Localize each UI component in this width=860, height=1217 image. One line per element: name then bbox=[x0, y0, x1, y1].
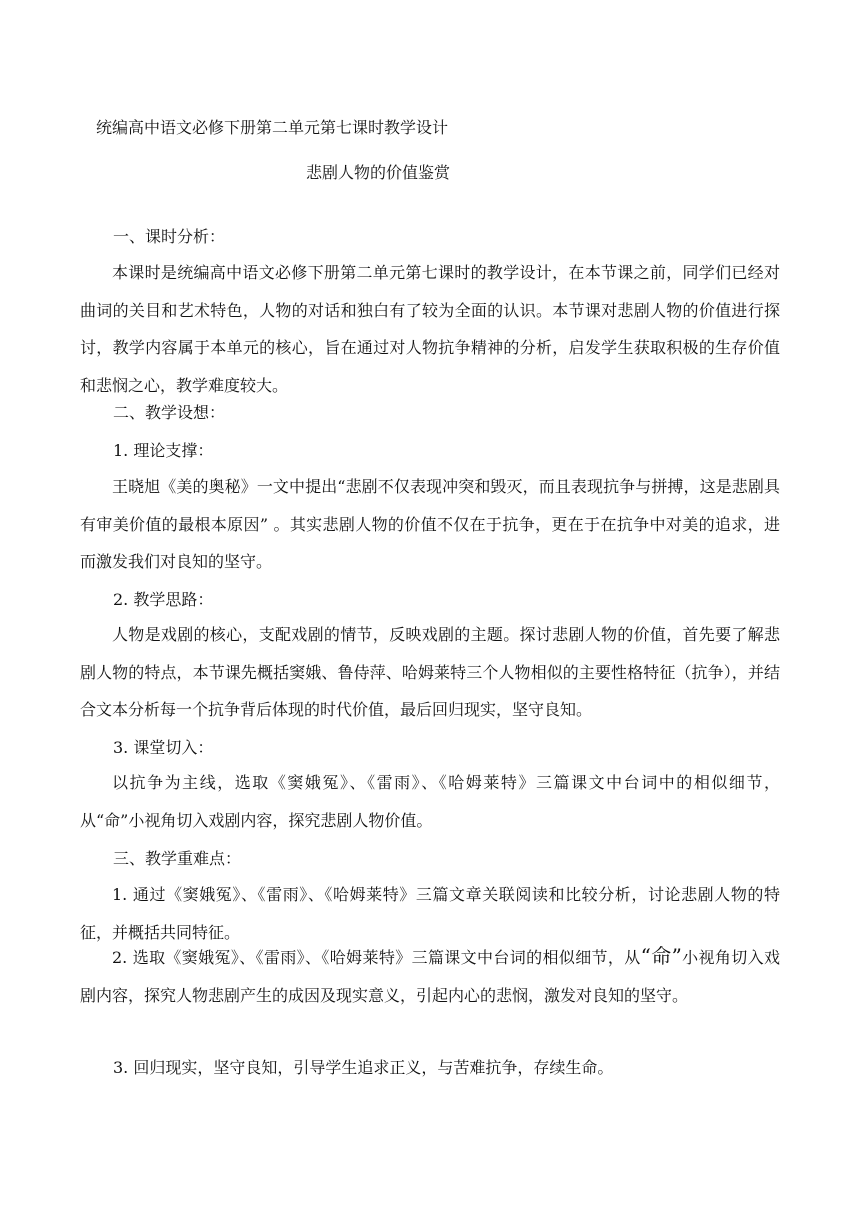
document-title: 统编高中语文必修下册第二单元第七课时教学设计 bbox=[96, 118, 449, 137]
section-2-heading: 二、教学设想： bbox=[113, 403, 226, 422]
section-3-item-1: 1. 通过《窦娥冤》、《雷雨》、《哈姆莱特》三篇文章关联阅读和比较分析，讨论悲剧人物的特征，并概括共同特征。 bbox=[80, 885, 780, 942]
section-2-2-heading: 2. 教学思路： bbox=[113, 590, 214, 609]
section-2-2-body: 人物是戏剧的核心，支配戏剧的情节，反映戏剧的主题。探讨悲剧人物的价值，首先要了解悲剧人物的特点，本节课先概括窦娥、鲁侍萍、哈姆莱特三个人物相似的主要性格特征（抗争），并结合文本分析每一个抗争背后体现的时代价值，最后回归现实，坚守良知。 bbox=[80, 625, 780, 719]
section-1-body: 本课时是统编高中语文必修下册第二单元第七课时的教学设计，在本节课之前，同学们已经对曲词的关目和艺术特色，人物的对话和独白有了较为全面的认识。本节课对悲剧人物的价值进行探讨，教学内容属于本单元的核心，旨在通过对人物抗争精神的分析，启发学生获取积极的生存价值和悲悯之心，教学难度较大。 bbox=[80, 263, 780, 395]
section-2-3-body: 以抗争为主线，选取《窦娥冤》、《雷雨》、《哈姆莱特》三篇课文中台词中的相似细节，从“命”小视角切入戏剧内容，探究悲剧人物价值。 bbox=[80, 773, 780, 830]
section-3-item-2-text-a: 2. 选取《窦娥冤》、《雷雨》、《哈姆莱特》三篇课文中台词的相似细节，从 bbox=[112, 948, 641, 967]
section-2-1-heading: 1. 理论支撑： bbox=[113, 441, 214, 460]
section-2-3-heading: 3. 课堂切入： bbox=[113, 738, 214, 757]
section-2-1-body: 王晓旭《美的奥秘》一文中提出“悲剧不仅表现冲突和毁灭，而且表现抗争与拼搏，这是悲剧具有审美价值的最根本原因” 。其实悲剧人物的价值不仅在于抗争，更在于在抗争中对美的追求，进而激发我们对良知的坚守。 bbox=[80, 477, 780, 571]
section-3-item-2 bbox=[80, 938, 780, 1014]
section-3-heading: 三、教学重难点： bbox=[113, 849, 242, 868]
section-3-item-3: 3. 回归现实，坚守良知，引导学生追求正义，与苦难抗争，存续生命。 bbox=[113, 1058, 614, 1077]
section-1-heading: 一、课时分析： bbox=[113, 227, 226, 246]
section-3-item-2-emphasis: “命” bbox=[640, 944, 682, 968]
lesson-title: 悲剧人物的价值鉴赏 bbox=[306, 163, 451, 182]
section-3-item-2-text-b: 小视角切入戏剧内容，探究人物悲剧产生的成因及现实意义，引起内心的悲悯，激发对良知的坚守。 bbox=[80, 948, 780, 1005]
